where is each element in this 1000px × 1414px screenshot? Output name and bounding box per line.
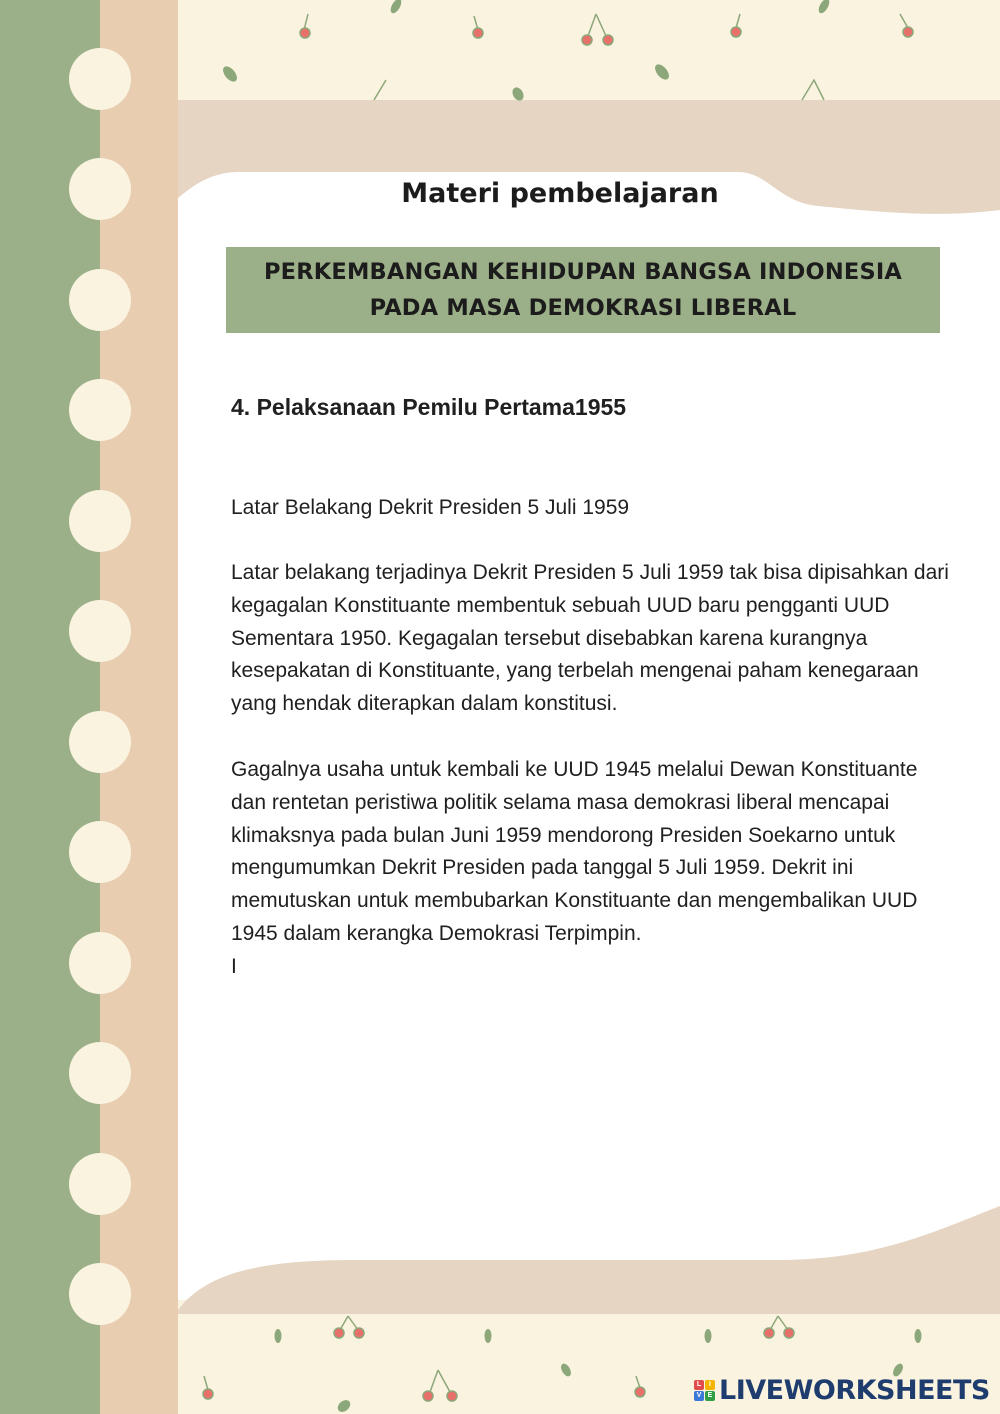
text-cursor: I — [231, 954, 237, 978]
banner-title-line2: PADA MASA DEMOKRASI LIBERAL — [369, 295, 797, 321]
logo-mark-cell: L — [694, 1380, 704, 1390]
banner-title-line1: PERKEMBANGAN KEHIDUPAN BANGSA INDONESIA — [263, 259, 903, 285]
liveworksheets-logo-icon — [694, 1380, 715, 1401]
logo-text: LIVEWORKSHEETS — [719, 1374, 990, 1406]
logo-mark-cell: I — [705, 1380, 715, 1390]
binding-hole — [69, 1263, 131, 1325]
binding-hole — [69, 711, 131, 773]
liveworksheets-logo — [694, 1372, 990, 1408]
paragraph-1: Latar belakang terjadinya Dekrit Presiden 5 Juli 1959 tak bisa dipisahkan dari kegagalan Konstituante membentuk sebuah UUD baru pengganti UUD Sementara 1950. Kegagalan tersebut disebabkan karena kurangnya kesepakatan di Konstituante, yang terbelah mengenai paham kenegaraan yang hendak diterapkan dalam konstitusi. — [231, 561, 949, 716]
binding-hole — [69, 821, 131, 883]
binding-hole — [69, 1153, 131, 1215]
subheading: Latar Belakang Dekrit Presiden 5 Juli 1959 — [231, 496, 630, 519]
logo-mark-cell: V — [694, 1391, 704, 1401]
section-heading: 4. Pelaksanaan Pemilu Pertama1955 — [231, 394, 627, 420]
binding-hole — [69, 490, 131, 552]
page-title: Materi pembelajaran — [401, 178, 719, 209]
topic-banner — [226, 247, 940, 333]
binding-hole — [69, 932, 131, 994]
binding-hole — [69, 379, 131, 441]
binding-hole — [69, 269, 131, 331]
lesson-content — [231, 390, 951, 983]
binding-hole — [69, 1042, 131, 1104]
paragraph-2: Gagalnya usaha untuk kembali ke UUD 1945 melalui Dewan Konstituante dan rentetan peristiwa politik selama masa demokrasi liberal mencapai klimaksnya pada bulan Juni 1959 mendorong Presiden Soekarno untuk mengumumkan Dekrit Presiden pada tanggal 5 Juli 1959. Dekrit ini memutuskan untuk membubarkan Konstituante dan mengembalikan UUD 1945 dalam kerangka Demokrasi Terpimpin. — [231, 757, 918, 945]
logo-mark-cell: E — [705, 1391, 715, 1401]
binding-hole — [69, 600, 131, 662]
binding-hole — [69, 158, 131, 220]
top-decoration — [178, 0, 1000, 260]
binding-hole — [69, 48, 131, 110]
